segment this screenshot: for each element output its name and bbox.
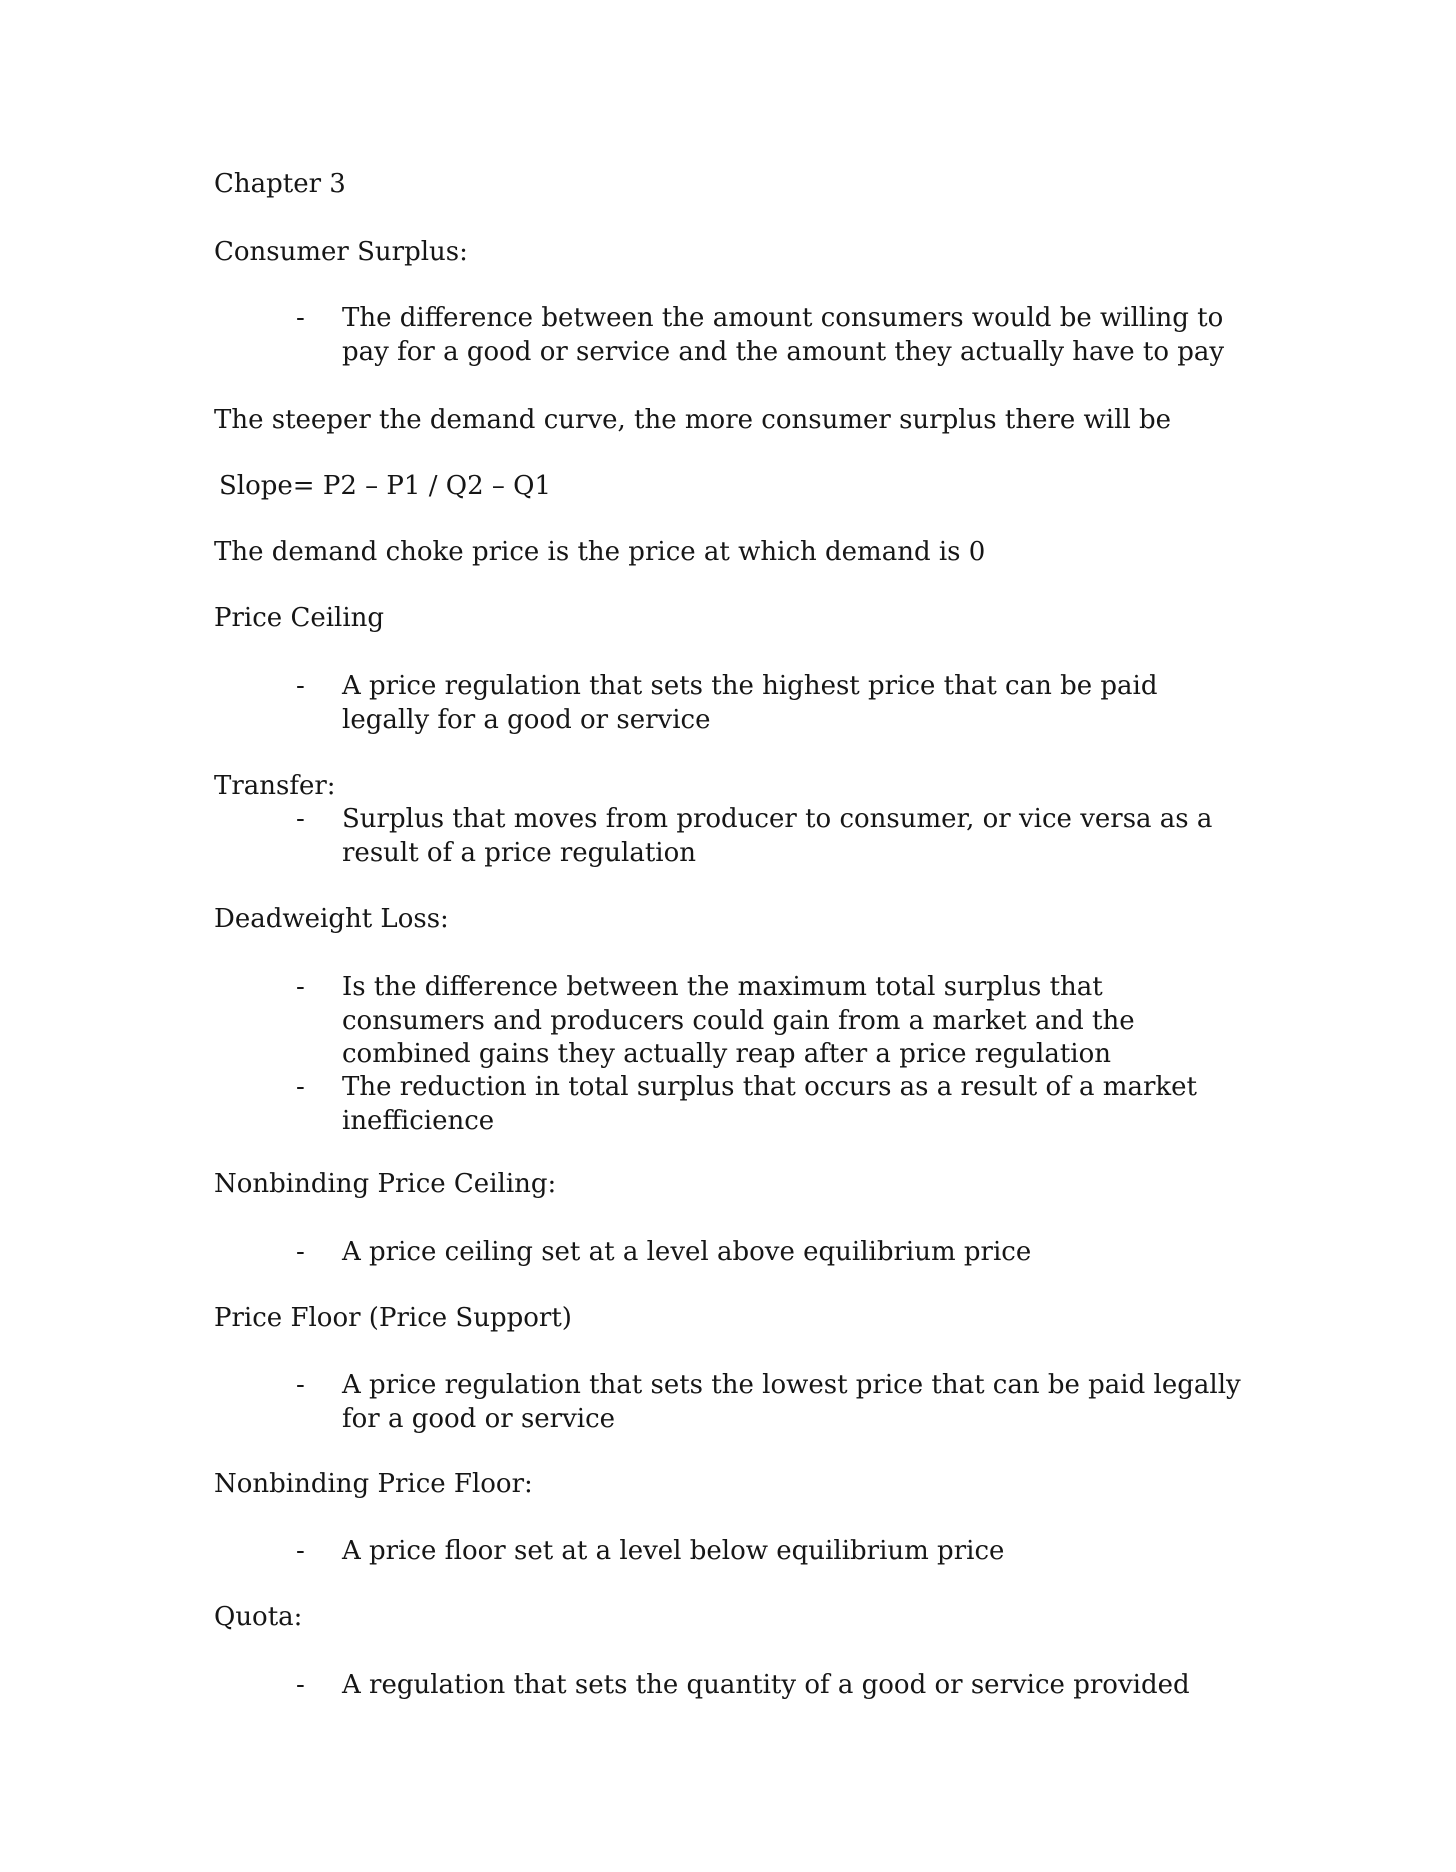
bullet-marker: - [296,1072,305,1102]
quota-definition: A regulation that sets the quantity of a good or service provided [342,1670,1190,1700]
price-ceiling-heading: Price Ceiling [214,603,385,633]
nonbinding-ceiling-heading: Nonbinding Price Ceiling: [214,1169,557,1199]
consumer-surplus-definition: The difference between the amount consumers would be willing to pay for a good or service and the amount they actually have to pay [342,303,1225,367]
bullet-marker: - [296,1370,305,1400]
bullet-marker: - [296,1237,305,1267]
nonbinding-floor-heading: Nonbinding Price Floor: [214,1469,533,1499]
nonbinding-ceiling-definition: A price ceiling set at a level above equilibrium price [342,1237,1032,1267]
bullet-marker: - [296,1670,305,1700]
deadweight-loss-definition-1: Is the difference between the maximum total surplus that consumers and producers could gain from a market and the combined gains they actually reap after a price regulation [342,972,1135,1069]
slope-formula: Slope= P2 – P1 / Q2 – Q1 [219,471,551,501]
price-floor-definition: A price regulation that sets the lowest price that can be paid legally for a good or service [342,1370,1241,1434]
deadweight-loss-definition-2: The reduction in total surplus that occurs as a result of a market inefficience [342,1072,1197,1136]
transfer-definition: Surplus that moves from producer to consumer, or vice versa as a result of a price regulation [342,804,1213,868]
bullet-marker: - [296,972,305,1002]
bullet-marker: - [296,1536,305,1566]
steeper-demand-note: The steeper the demand curve, the more consumer surplus there will be [214,405,1172,435]
price-ceiling-definition: A price regulation that sets the highest price that can be paid legally for a good or service [342,671,1158,735]
quota-heading: Quota: [214,1602,303,1632]
deadweight-loss-heading: Deadweight Loss: [214,904,449,934]
transfer-heading: Transfer: [214,771,336,801]
price-floor-heading: Price Floor (Price Support) [214,1303,572,1333]
bullet-marker: - [296,303,305,333]
choke-price-note: The demand choke price is the price at which demand is 0 [214,537,986,567]
bullet-marker: - [296,804,305,834]
bullet-marker: - [296,671,305,701]
consumer-surplus-heading: Consumer Surplus: [214,237,468,267]
nonbinding-floor-definition: A price floor set at a level below equilibrium price [342,1536,1005,1566]
chapter-title: Chapter 3 [214,169,346,199]
